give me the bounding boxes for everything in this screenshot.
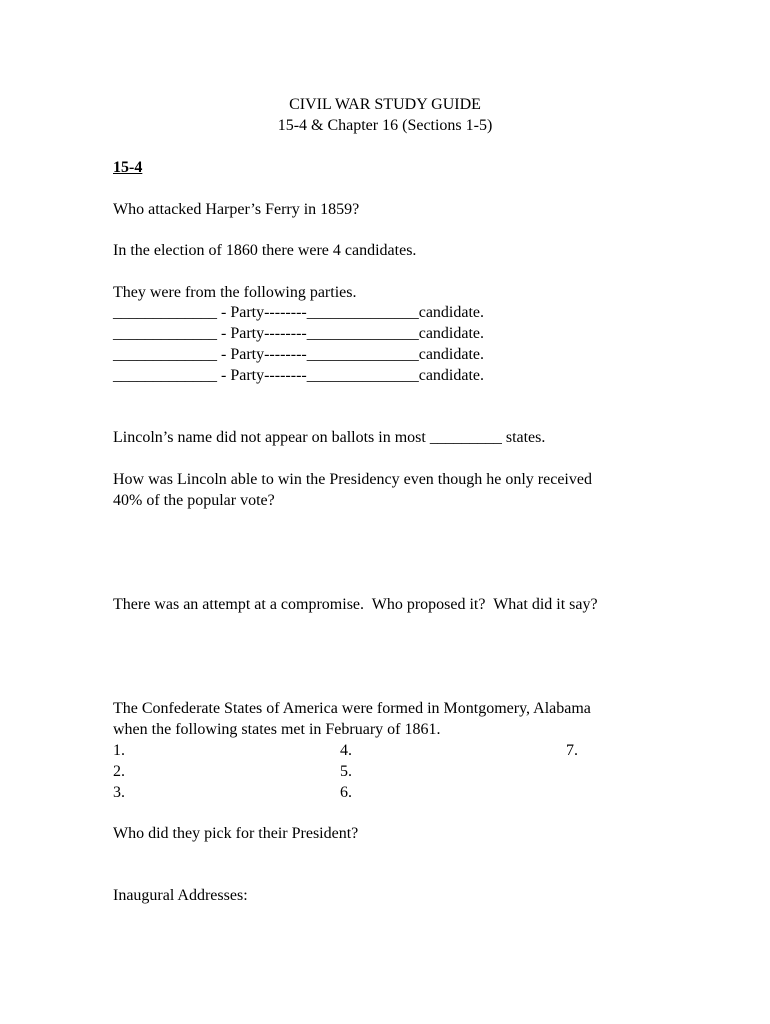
state-number: 5. bbox=[340, 763, 352, 780]
state-number: 4. bbox=[340, 742, 352, 759]
question-confederate-line2: when the following states met in February of 1861. bbox=[113, 721, 441, 738]
question-election-1860: In the election of 1860 there were 4 candidates. bbox=[113, 242, 417, 259]
document-title: CIVIL WAR STUDY GUIDE bbox=[289, 96, 481, 113]
state-number: 2. bbox=[113, 763, 125, 780]
section-heading: 15-4 bbox=[113, 159, 143, 176]
question-lincoln-win-line2: 40% of the popular vote? bbox=[113, 492, 275, 509]
question-president: Who did they pick for their President? bbox=[113, 825, 359, 842]
state-number: 6. bbox=[340, 784, 352, 801]
parties-intro: They were from the following parties. bbox=[113, 284, 357, 301]
inaugural-addresses-heading: Inaugural Addresses: bbox=[113, 887, 248, 904]
question-lincoln-ballots: Lincoln’s name did not appear on ballots in most _________ states. bbox=[113, 429, 546, 446]
party-blank-line: _____________ - Party--------______________candidate. bbox=[113, 304, 485, 321]
state-number: 7. bbox=[566, 742, 578, 759]
document-subtitle: 15-4 & Chapter 16 (Sections 1-5) bbox=[277, 117, 493, 134]
party-blank-line: _____________ - Party--------______________candidate. bbox=[113, 367, 485, 384]
question-compromise: There was an attempt at a compromise. Who proposed it? What did it say? bbox=[113, 596, 598, 613]
state-number: 1. bbox=[113, 742, 125, 759]
party-blank-line: _____________ - Party--------______________candidate. bbox=[113, 325, 485, 342]
question-harpers-ferry: Who attacked Harper’s Ferry in 1859? bbox=[113, 201, 360, 218]
state-number: 3. bbox=[113, 784, 125, 801]
party-blank-line: _____________ - Party--------______________candidate. bbox=[113, 346, 485, 363]
question-confederate-line1: The Confederate States of America were formed in Montgomery, Alabama bbox=[113, 700, 591, 717]
question-lincoln-win-line1: How was Lincoln able to win the Presidency even though he only received bbox=[113, 471, 592, 488]
